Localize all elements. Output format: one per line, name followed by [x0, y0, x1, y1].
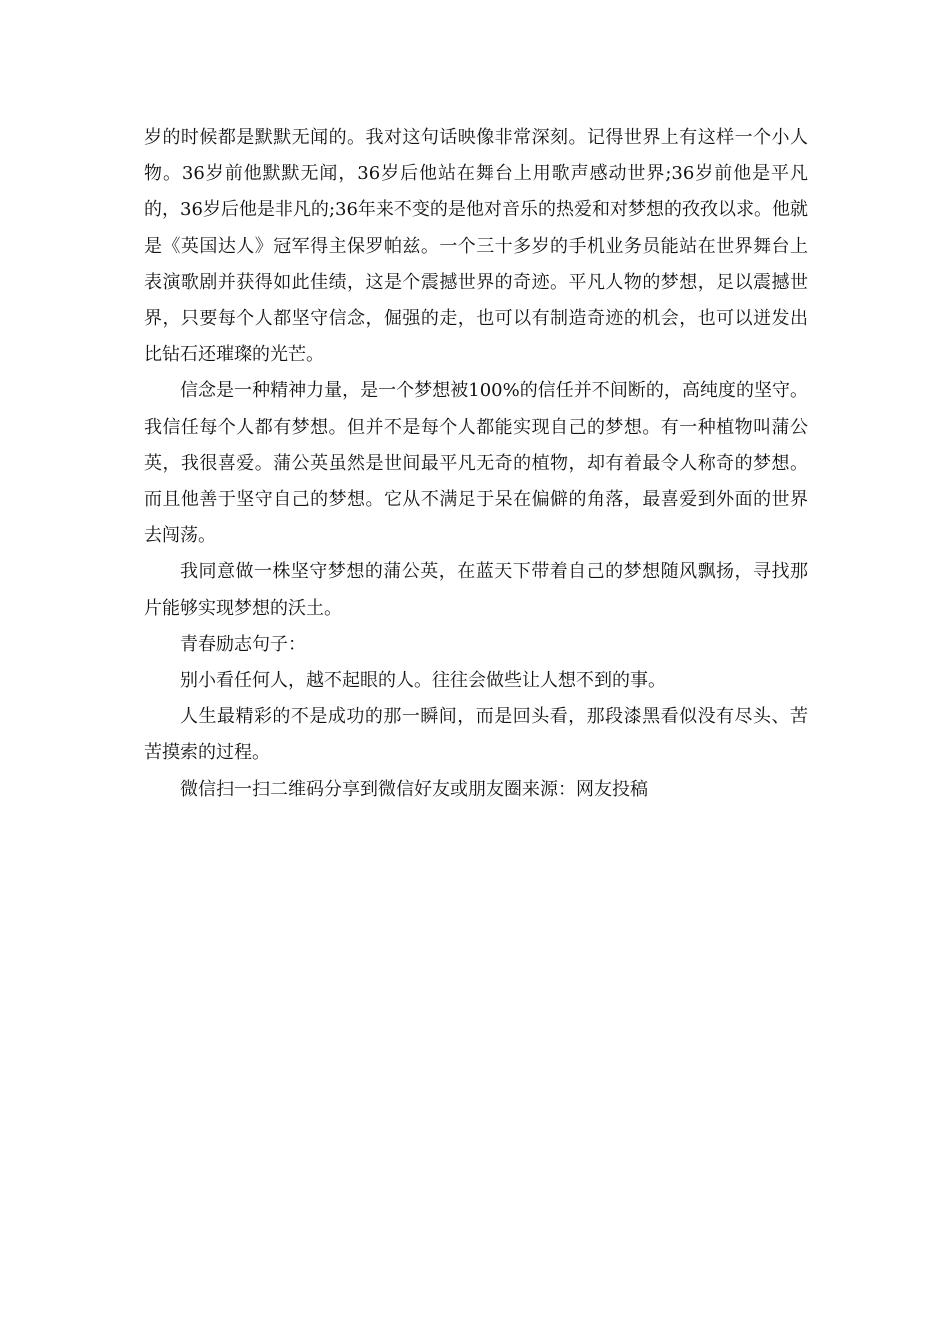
- document-page: [144, 120, 808, 808]
- paragraph-belief: 信念是一种精神力量，是一个梦想被100%的信任并不间断的，高纯度的坚守。我信任每个人都有梦想。但并不是每个人都能实现自己的梦想。有一种植物叫蒲公英，我很喜爱。蒲公英虽然是世间最平凡无奇的植物，却有着最令人称奇的梦想。而且他善于坚守自己的梦想。它从不满足于呆在偏僻的角落，最喜爱到外面的世界去闯荡。: [144, 380, 808, 547]
- section-heading-quotes: 青春励志句子：: [180, 633, 306, 655]
- paragraph-dandelion: 我同意做一株坚守梦想的蒲公英，在蓝天下带着自己的梦想随风飘扬，寻找那片能够实现梦想的沃土。: [144, 561, 808, 619]
- paragraph-continuation: 岁的时候都是默默无闻的。我对这句话映像非常深刻。记得世界上有这样一个小人物。36岁前他默默无闻，36岁后他站在舞台上用歌声感动世界;36岁前他是平凡的，36岁后他是非凡的;36年来不变的是他对音乐的热爱和对梦想的孜孜以求。他就是《英国达人》冠军得主保罗帕兹。一个三十多岁的手机业务员能站在世界舞台上表演歌剧并获得如此佳绩，这是个震撼世界的奇迹。平凡人物的梦想，足以震撼世界，只要每个人都坚守信念，倔强的走，也可以有制造奇迹的机会，也可以迸发出比钻石还璀璨的光芒。: [144, 127, 808, 366]
- quote-item: 人生最精彩的不是成功的那一瞬间，而是回头看，那段漆黑看似没有尽头、苦苦摸索的过程。: [144, 706, 808, 764]
- share-source-line: 微信扫一扫二维码分享到微信好友或朋友圈来源：网友投稿: [180, 778, 648, 800]
- quote-item: 别小看任何人，越不起眼的人。往往会做些让人想不到的事。: [180, 670, 666, 692]
